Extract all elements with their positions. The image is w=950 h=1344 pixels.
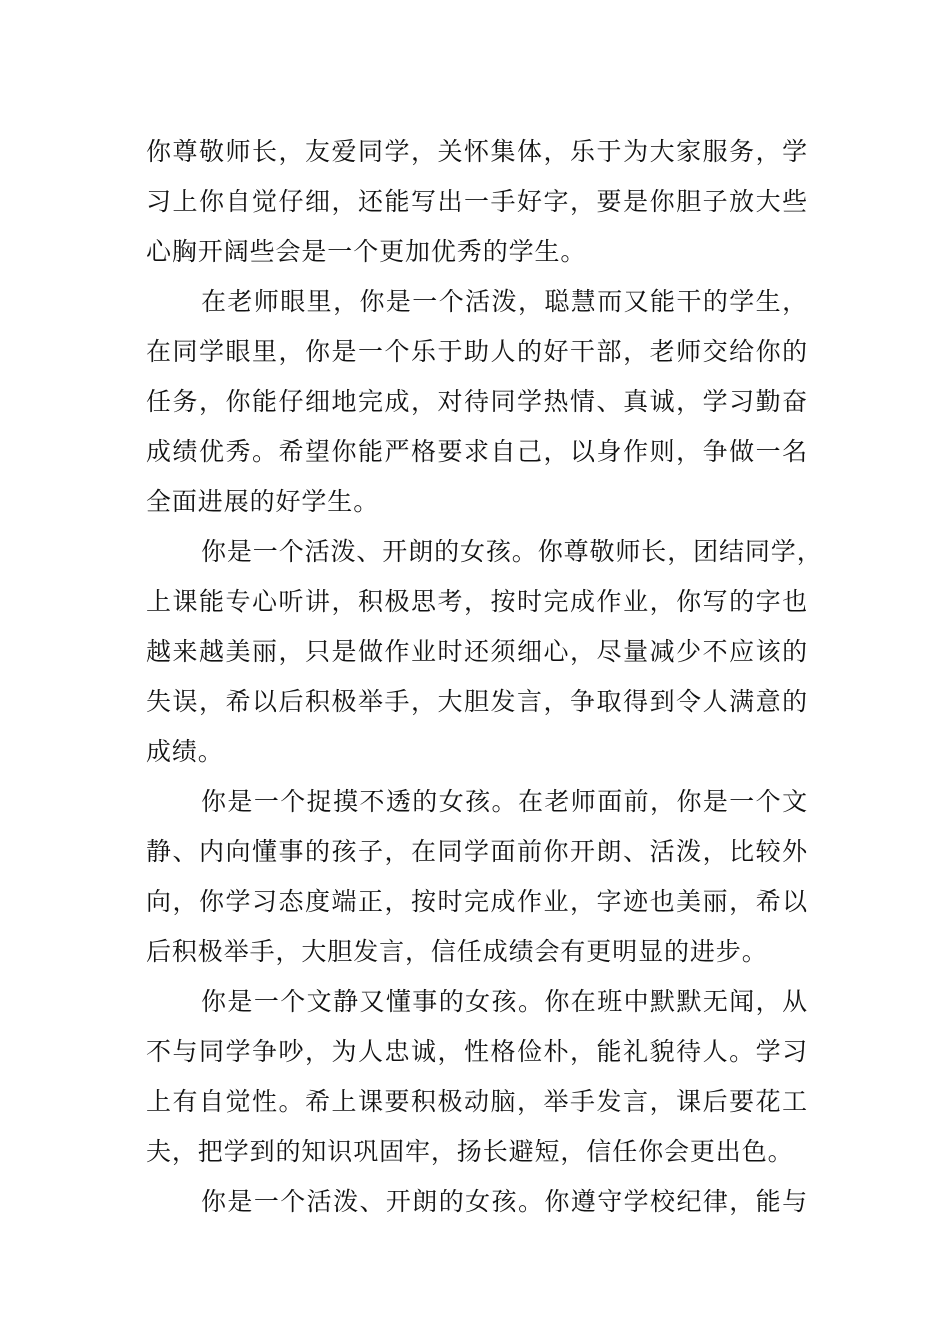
text-line: 在老师眼里，你是一个活泼，聪慧而又能干的学生， [201,287,808,316]
paragraph-2 [146,277,808,527]
text-line: 上课能专心听讲，积极思考，按时完成作业，你写的字也 [146,587,808,616]
text-line: 越来越美丽，只是做作业时还须细心，尽量减少不应该的 [146,637,808,666]
paragraph-4 [146,777,808,977]
paragraph-6 [146,1177,808,1227]
text-line: 你尊敬师长，友爱同学，关怀集体，乐于为大家服务，学 [146,137,808,166]
text-line: 向，你学习态度端正，按时完成作业，字迹也美丽，希以 [146,887,808,916]
paragraph-5 [146,977,808,1177]
text-line: 心胸开阔些会是一个更加优秀的学生。 [146,237,587,266]
text-line: 你是一个文静又懂事的女孩。你在班中默默无闻，从 [201,987,808,1016]
text-line: 你是一个活泼、开朗的女孩。你遵守学校纪律，能与 [201,1187,808,1216]
text-line: 在同学眼里，你是一个乐于助人的好干部，老师交给你的 [146,337,808,366]
paragraph-1 [146,127,808,277]
text-line: 全面进展的好学生。 [146,487,380,516]
text-line: 成绩。 [146,737,224,766]
text-line: 夫，把学到的知识巩固牢，扬长避短，信任你会更出色。 [146,1137,794,1166]
text-line: 你是一个捉摸不透的女孩。在老师面前，你是一个文 [201,787,808,816]
text-line: 不与同学争吵，为人忠诚，性格俭朴，能礼貌待人。学习 [146,1037,808,1066]
text-line: 失误，希以后积极举手，大胆发言，争取得到令人满意的 [146,687,808,716]
paragraph-3 [146,527,823,777]
text-line: 后积极举手，大胆发言，信任成绩会有更明显的进步。 [146,937,768,966]
text-line: 上有自觉性。希上课要积极动脑，举手发言，课后要花工 [146,1087,808,1116]
text-line: 你是一个活泼、开朗的女孩。你尊敬师长，团结同学， [201,537,823,566]
text-line: 成绩优秀。希望你能严格要求自己，以身作则，争做一名 [146,437,808,466]
document-body [146,127,823,1227]
text-line: 静、内向懂事的孩子，在同学面前你开朗、活泼，比较外 [146,837,808,866]
text-line: 任务，你能仔细地完成，对待同学热情、真诚，学习勤奋 [146,387,808,416]
text-line: 习上你自觉仔细，还能写出一手好字，要是你胆子放大些 [146,187,808,216]
